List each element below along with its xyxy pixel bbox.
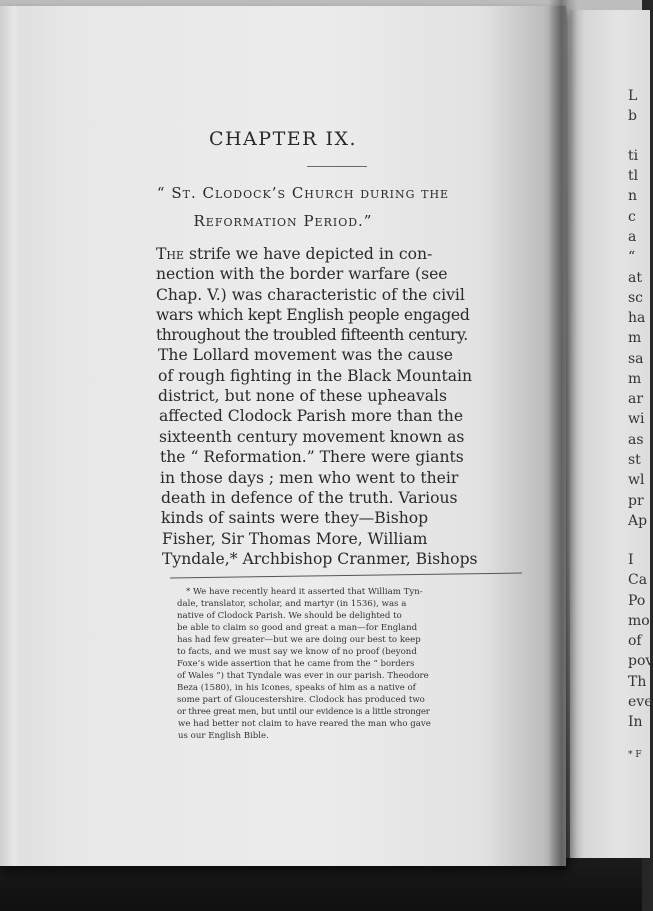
right-page-fragment: n — [628, 188, 638, 204]
body-line: wars which kept English people engaged — [156, 306, 470, 324]
body-line: affected Clodock Parish more than the — [159, 407, 464, 425]
right-page-fragment: wi — [628, 411, 645, 427]
right-page-fragment: c — [628, 209, 636, 225]
right-page-fragment: at — [628, 270, 642, 286]
right-page-fragment: eve — [628, 694, 653, 710]
right-page-fragment: ti — [628, 148, 639, 164]
footnote-line: has had few greater—but we are doing our best to keep — [177, 635, 421, 645]
body-line: death in defence of the truth. Various — [161, 489, 458, 507]
right-page-fragment: tl — [628, 168, 639, 184]
right-page-fragment: sc — [628, 290, 644, 306]
body-line: The Lollard movement was the cause — [158, 346, 453, 364]
footnote-line: to facts, and we must say we know of no proof (beyond — [177, 647, 417, 657]
body-line: Fisher, Sir Thomas More, William — [162, 530, 428, 548]
right-page-fragment: pov — [628, 653, 653, 669]
right-page-fragment: pr — [628, 493, 644, 509]
right-page-fragment: I — [628, 552, 634, 568]
right-page-fragment: as — [628, 432, 644, 448]
chapter-heading: CHAPTER IX. — [208, 128, 358, 150]
footnote-line: Foxe’s wide assertion that he came from the “ borders — [177, 659, 415, 669]
body-line: the “ Reformation.” There were giants — [160, 448, 464, 466]
footnote-line: us our English Bible. — [178, 731, 269, 741]
right-page-fragment: Ca — [628, 572, 648, 588]
right-page-fragment: ar — [628, 391, 644, 407]
right-page-fragment: mo — [628, 613, 650, 629]
footnote-line: * We have recently heard it asserted that William Tyn- — [186, 587, 423, 597]
right-page-fragment: In — [628, 714, 643, 730]
right-page-fragment: “ — [628, 249, 636, 265]
right-page-fragment: Th — [628, 674, 647, 690]
footnote-line: Beza (1580), in his Icones, speaks of him as a native of — [177, 683, 416, 693]
body-line: throughout the troubled fifteenth century. — [156, 326, 468, 344]
footnote-line: be able to claim so good and great a man—for England — [177, 623, 418, 633]
footnote-line: we had better not claim to have reared the man who gave — [178, 719, 431, 729]
body-lead-word: The — [156, 245, 185, 263]
chapter-subtitle-line-1: “ St. Clodock’s Church during the — [156, 184, 450, 202]
right-page-fragment: m — [628, 371, 642, 387]
footnote-line: of Wales ”) that Tyndale was ever in our parish. Theodore — [177, 671, 429, 681]
right-page-fragment: m — [628, 330, 642, 346]
right-page-fragment: st — [628, 452, 641, 468]
body-line-text: strife we have depicted in con- — [184, 245, 433, 263]
body-line: nection with the border warfare (see — [156, 265, 448, 283]
right-page-fragment: L — [628, 88, 638, 104]
body-line: sixteenth century movement known as — [159, 428, 465, 446]
right-page-fragment: sa — [628, 351, 644, 367]
body-line: in those days ; men who went to their — [160, 469, 459, 487]
footnote-line: or three great men, but until our evidence is a little stronger — [177, 707, 430, 717]
body-line: kinds of saints were they—Bishop — [161, 509, 429, 527]
right-page-fragment: a — [628, 229, 637, 245]
footnote-line: some part of Gloucestershire. Clodock has produced two — [177, 695, 425, 705]
body-line: district, but none of these upheavals — [158, 387, 448, 405]
right-page-fragment: ha — [628, 310, 646, 326]
body-line — [156, 244, 432, 264]
footnote-line: dale, translator, scholar, and martyr (in 1536), was a — [177, 599, 407, 609]
heading-rule — [307, 166, 367, 167]
right-page-fragment: Po — [628, 593, 646, 609]
right-page-fragment: of — [628, 633, 642, 649]
body-line: Tyndale,* Archbishop Cranmer, Bishops — [162, 550, 478, 568]
body-line: Chap. V.) was characteristic of the civil — [156, 286, 465, 304]
chapter-subtitle-line-2: Reformation Period.” — [193, 212, 373, 230]
footnote-line: native of Clodock Parish. We should be delighted to — [177, 611, 402, 621]
body-line: of rough fighting in the Black Mountain — [158, 367, 473, 385]
right-page-fragment: Ap — [628, 513, 648, 529]
right-page-fragment: b — [628, 108, 637, 124]
right-page-fragment: wl — [628, 472, 645, 488]
right-page-fragment: * F — [628, 750, 642, 760]
